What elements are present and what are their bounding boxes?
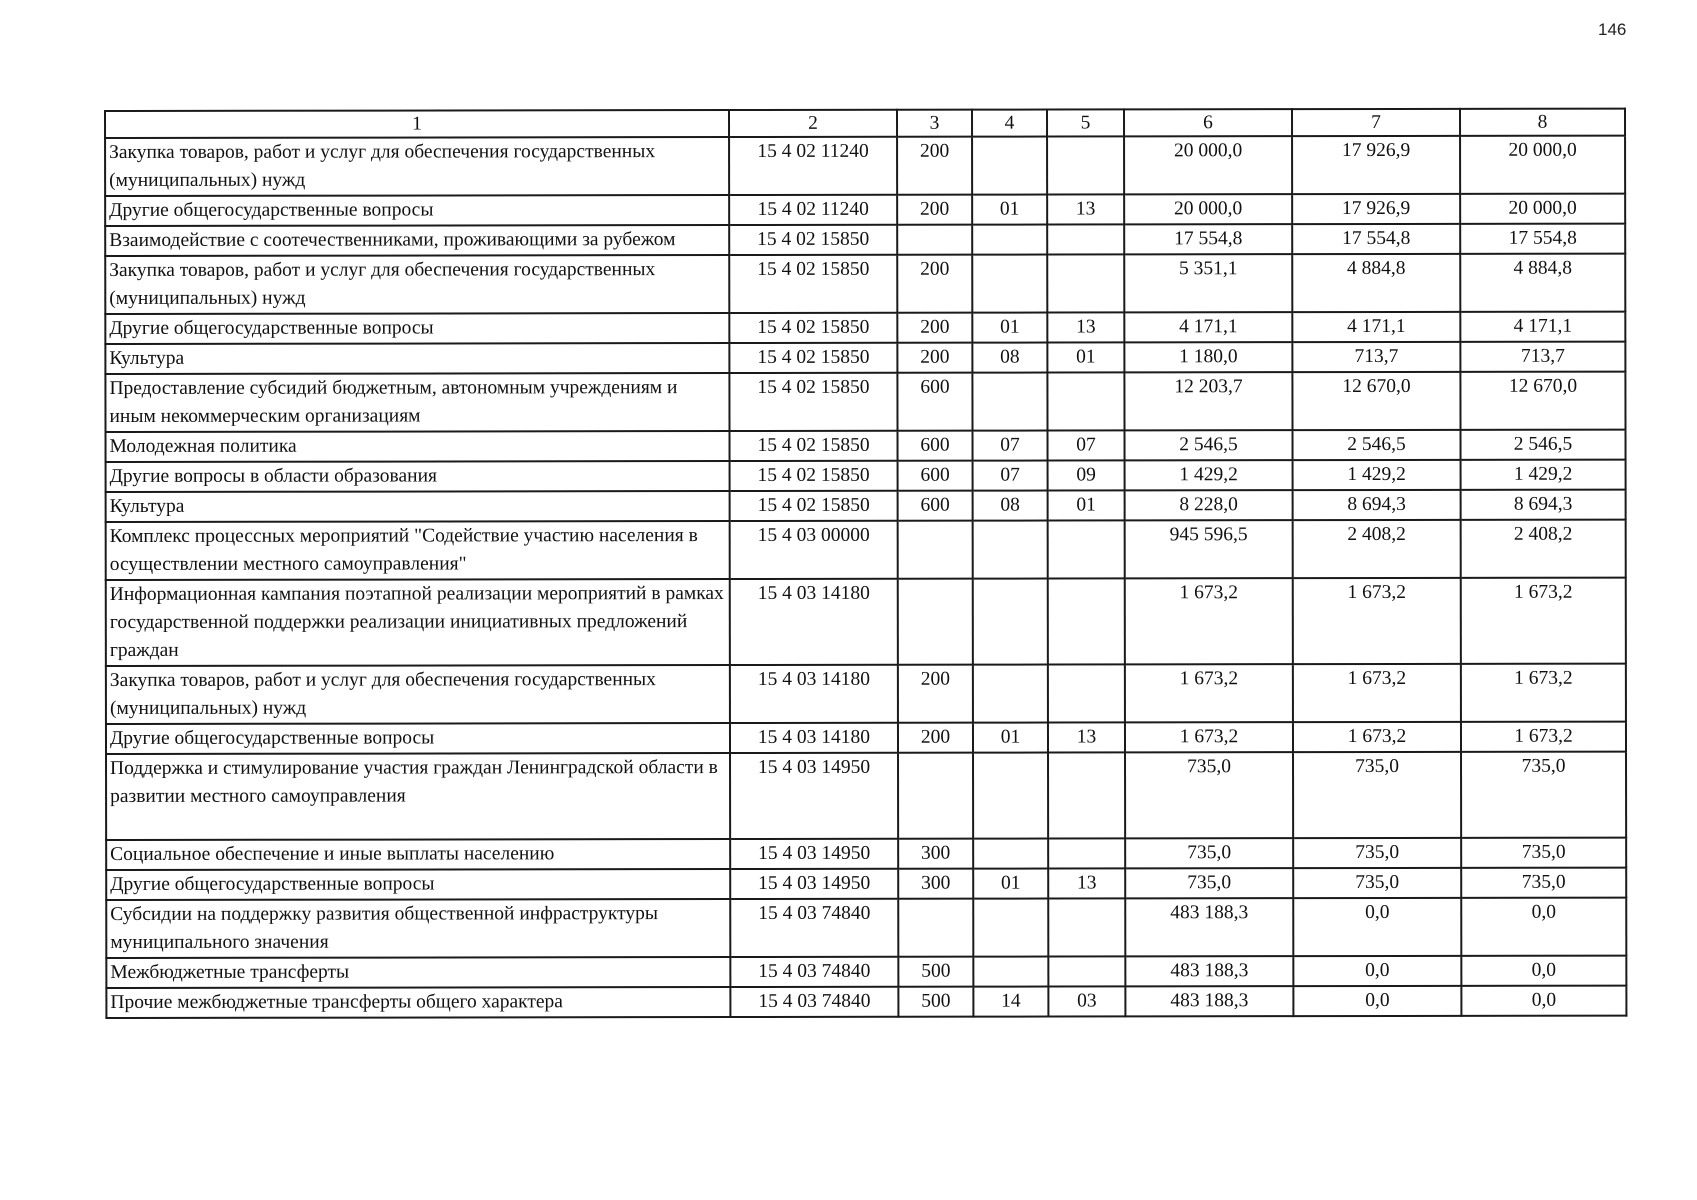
row-value-cell: 2 546,5: [1293, 430, 1461, 460]
row-subsection-cell: [1048, 956, 1125, 986]
row-name-cell: Культура: [106, 491, 730, 522]
table-header-row: [105, 109, 1625, 138]
row-code-cell: 15 4 02 15850: [729, 255, 897, 313]
row-name-cell: Другие общегосударственные вопросы: [106, 723, 730, 754]
row-subsection-cell: 09: [1048, 460, 1125, 490]
row-section-cell: [973, 521, 1048, 579]
row-subsection-cell: [1048, 898, 1125, 956]
row-name-cell: Молодежная политика: [106, 431, 730, 462]
budget-table: [104, 108, 1627, 1019]
row-value-cell: 735,0: [1125, 838, 1293, 868]
row-name-cell: Закупка товаров, работ и услуг для обеспечения государственных (муниципальных) нужд: [106, 665, 730, 724]
table-row: [106, 956, 1626, 988]
row-code-cell: 15 4 03 14950: [730, 869, 898, 899]
row-code-cell: 15 4 02 15850: [730, 431, 898, 461]
table-row: [106, 986, 1626, 1018]
row-expense-type-cell: 300: [898, 839, 973, 869]
row-value-cell: 483 188,3: [1125, 986, 1293, 1016]
row-value-cell: 735,0: [1461, 838, 1626, 868]
row-subsection-cell: 13: [1048, 868, 1125, 898]
row-value-cell: 1 673,2: [1125, 722, 1293, 752]
row-value-cell: 483 188,3: [1125, 956, 1293, 986]
row-code-cell: 15 4 03 00000: [730, 521, 898, 579]
row-subsection-cell: [1048, 838, 1125, 868]
row-section-cell: [972, 255, 1047, 313]
row-name-cell: Комплекс процессных мероприятий "Содействие участию населения в осуществлении местного самоуправления": [106, 521, 730, 580]
row-value-cell: 17 926,9: [1292, 136, 1460, 194]
row-value-cell: 1 429,2: [1293, 460, 1461, 490]
row-value-cell: 5 351,1: [1124, 254, 1292, 312]
table-row: [105, 342, 1625, 374]
row-name-cell: Поддержка и стимулирование участия граждан Ленинградской области в развитии местного самоуправления: [106, 753, 730, 840]
row-subsection-cell: 13: [1047, 312, 1124, 342]
row-section-cell: 14: [973, 987, 1048, 1017]
row-name-cell: Межбюджетные трансферты: [106, 957, 730, 988]
row-value-cell: 735,0: [1293, 838, 1461, 868]
row-code-cell: 15 4 02 15850: [729, 373, 897, 431]
row-value-cell: 2 546,5: [1461, 430, 1626, 460]
row-subsection-cell: 01: [1048, 490, 1125, 520]
column-header: 3: [897, 110, 972, 137]
table-row: [105, 194, 1625, 226]
row-section-cell: [972, 373, 1047, 431]
row-expense-type-cell: [898, 753, 973, 839]
row-name-cell: Предоставление субсидий бюджетным, автономным учреждениям и иным некоммерческим организациям: [105, 373, 729, 432]
page-number: 146: [1598, 20, 1627, 39]
table-row: [106, 578, 1626, 666]
row-code-cell: 15 4 03 14950: [730, 839, 898, 869]
row-section-cell: [972, 225, 1047, 255]
row-section-cell: 08: [973, 491, 1048, 521]
row-value-cell: 1 673,2: [1293, 578, 1461, 664]
row-value-cell: 8 694,3: [1293, 490, 1461, 520]
row-code-cell: 15 4 03 14180: [730, 579, 898, 665]
row-section-cell: 01: [972, 195, 1047, 225]
row-code-cell: 15 4 02 15850: [729, 313, 897, 343]
row-value-cell: 12 670,0: [1460, 372, 1625, 430]
column-header: 4: [972, 110, 1047, 137]
row-code-cell: 15 4 03 74840: [730, 957, 898, 987]
row-expense-type-cell: 200: [897, 195, 972, 225]
row-subsection-cell: [1048, 752, 1125, 838]
column-header: 6: [1124, 109, 1292, 136]
row-name-cell: Другие общегосударственные вопросы: [105, 313, 729, 344]
table-row: [106, 490, 1626, 522]
row-code-cell: 15 4 03 14180: [730, 665, 898, 723]
row-section-cell: 07: [973, 431, 1048, 461]
row-section-cell: [973, 957, 1048, 987]
row-value-cell: 17 554,8: [1460, 224, 1625, 254]
row-name-cell: Социальное обеспечение и иные выплаты населению: [106, 839, 730, 870]
row-expense-type-cell: 600: [898, 491, 973, 521]
row-name-cell: Другие общегосударственные вопросы: [105, 195, 729, 226]
row-value-cell: 483 188,3: [1125, 898, 1293, 956]
row-value-cell: 1 429,2: [1461, 460, 1626, 490]
row-value-cell: 4 171,1: [1124, 312, 1292, 342]
row-value-cell: 1 180,0: [1124, 342, 1292, 372]
column-header: 8: [1460, 109, 1625, 136]
row-subsection-cell: 07: [1048, 430, 1125, 460]
row-section-cell: 01: [973, 723, 1048, 753]
table-row: [106, 898, 1626, 958]
row-section-cell: [973, 899, 1048, 957]
row-value-cell: 17 554,8: [1292, 224, 1460, 254]
row-expense-type-cell: 200: [897, 343, 972, 373]
row-section-cell: [973, 839, 1048, 869]
table-row: [106, 520, 1626, 580]
row-name-cell: Закупка товаров, работ и услуг для обеспечения государственных (муниципальных) нужд: [105, 137, 729, 196]
row-value-cell: 17 926,9: [1292, 194, 1460, 224]
row-value-cell: 12 670,0: [1292, 372, 1460, 430]
row-subsection-cell: [1047, 224, 1124, 254]
row-value-cell: 12 203,7: [1124, 372, 1292, 430]
row-value-cell: 945 596,5: [1125, 520, 1293, 578]
row-value-cell: 0,0: [1461, 986, 1626, 1016]
row-value-cell: 4 884,8: [1460, 254, 1625, 312]
row-value-cell: 735,0: [1461, 868, 1626, 898]
row-value-cell: 4 171,1: [1460, 312, 1625, 342]
table-row: [106, 664, 1626, 724]
row-expense-type-cell: 200: [898, 723, 973, 753]
row-subsection-cell: [1048, 520, 1125, 578]
row-value-cell: 1 673,2: [1461, 722, 1626, 752]
row-code-cell: 15 4 03 14180: [730, 723, 898, 753]
table-body: [105, 136, 1626, 1018]
table-row: [106, 868, 1626, 900]
table-row: [105, 254, 1625, 314]
row-name-cell: Взаимодействие с соотечественниками, проживающими за рубежом: [105, 225, 729, 256]
row-section-cell: [973, 579, 1048, 665]
row-expense-type-cell: 200: [898, 665, 973, 723]
row-expense-type-cell: 500: [898, 987, 973, 1017]
row-subsection-cell: 13: [1047, 194, 1124, 224]
row-value-cell: 17 554,8: [1124, 224, 1292, 254]
row-section-cell: 07: [973, 461, 1048, 491]
row-value-cell: 0,0: [1461, 898, 1626, 956]
row-value-cell: 735,0: [1125, 752, 1293, 838]
row-value-cell: 20 000,0: [1124, 194, 1292, 224]
row-subsection-cell: 13: [1048, 722, 1125, 752]
table-row: [105, 372, 1625, 432]
row-subsection-cell: 01: [1047, 342, 1124, 372]
row-value-cell: 1 429,2: [1125, 460, 1293, 490]
row-code-cell: 15 4 02 11240: [729, 137, 897, 195]
row-value-cell: 20 000,0: [1460, 194, 1625, 224]
table-row: [106, 722, 1626, 754]
column-header: 5: [1047, 109, 1124, 136]
row-expense-type-cell: 500: [898, 957, 973, 987]
table-row: [106, 838, 1626, 870]
row-value-cell: 0,0: [1293, 898, 1461, 956]
row-section-cell: [972, 137, 1047, 195]
row-value-cell: 735,0: [1293, 752, 1461, 838]
row-name-cell: Прочие межбюджетные трансферты общего характера: [106, 987, 730, 1018]
row-value-cell: 0,0: [1461, 956, 1626, 986]
column-header: 2: [729, 110, 897, 137]
row-value-cell: 8 694,3: [1461, 490, 1626, 520]
row-subsection-cell: [1047, 254, 1124, 312]
row-expense-type-cell: 200: [897, 137, 972, 195]
row-value-cell: 4 884,8: [1292, 254, 1460, 312]
row-expense-type-cell: 300: [898, 869, 973, 899]
row-section-cell: 01: [973, 869, 1048, 899]
column-header: 1: [105, 110, 729, 138]
row-name-cell: Другие общегосударственные вопросы: [106, 869, 730, 900]
row-expense-type-cell: [897, 225, 972, 255]
row-value-cell: 20 000,0: [1460, 136, 1625, 194]
row-code-cell: 15 4 02 15850: [730, 461, 898, 491]
row-subsection-cell: [1048, 578, 1125, 664]
row-value-cell: 1 673,2: [1125, 578, 1293, 664]
column-header: 7: [1292, 109, 1460, 136]
row-code-cell: 15 4 02 15850: [730, 491, 898, 521]
row-name-cell: Другие вопросы в области образования: [106, 461, 730, 492]
row-section-cell: 08: [972, 343, 1047, 373]
row-value-cell: 20 000,0: [1124, 136, 1292, 194]
row-subsection-cell: [1047, 136, 1124, 194]
row-value-cell: 2 408,2: [1293, 520, 1461, 578]
row-expense-type-cell: 600: [898, 431, 973, 461]
row-subsection-cell: [1048, 664, 1125, 722]
row-value-cell: 713,7: [1460, 342, 1625, 372]
row-name-cell: Субсидии на поддержку развития общественной инфраструктуры муниципального значения: [106, 899, 730, 958]
row-value-cell: 1 673,2: [1293, 664, 1461, 722]
row-section-cell: 01: [972, 313, 1047, 343]
table-row: [105, 224, 1625, 256]
row-value-cell: 2 408,2: [1461, 520, 1626, 578]
row-code-cell: 15 4 03 74840: [730, 987, 898, 1017]
row-value-cell: 735,0: [1293, 868, 1461, 898]
row-value-cell: 1 673,2: [1125, 664, 1293, 722]
row-value-cell: 8 228,0: [1125, 490, 1293, 520]
row-code-cell: 15 4 02 11240: [729, 195, 897, 225]
row-section-cell: [973, 665, 1048, 723]
row-expense-type-cell: [898, 521, 973, 579]
row-subsection-cell: [1047, 372, 1124, 430]
table-row: [105, 136, 1625, 196]
row-value-cell: 4 171,1: [1292, 312, 1460, 342]
row-code-cell: 15 4 03 14950: [730, 753, 898, 839]
row-value-cell: 2 546,5: [1125, 430, 1293, 460]
row-code-cell: 15 4 02 15850: [729, 225, 897, 255]
row-value-cell: 735,0: [1461, 752, 1626, 838]
row-value-cell: 0,0: [1293, 986, 1461, 1016]
row-expense-type-cell: 200: [897, 255, 972, 313]
row-code-cell: 15 4 03 74840: [730, 899, 898, 957]
row-name-cell: Культура: [105, 343, 729, 374]
row-value-cell: 735,0: [1125, 868, 1293, 898]
row-value-cell: 1 673,2: [1461, 578, 1626, 664]
row-name-cell: Закупка товаров, работ и услуг для обеспечения государственных (муниципальных) нужд: [105, 255, 729, 314]
row-section-cell: [973, 753, 1048, 839]
row-value-cell: 0,0: [1293, 956, 1461, 986]
table-row: [106, 752, 1626, 840]
table-row: [106, 460, 1626, 492]
row-code-cell: 15 4 02 15850: [729, 343, 897, 373]
row-expense-type-cell: 200: [897, 313, 972, 343]
table-row: [106, 430, 1626, 462]
row-value-cell: 1 673,2: [1461, 664, 1626, 722]
row-value-cell: 713,7: [1292, 342, 1460, 372]
table-row: [105, 312, 1625, 344]
row-name-cell: Информационная кампания поэтапной реализации мероприятий в рамках государственной поддержки реализации инициативных предложений граждан: [106, 579, 730, 666]
row-expense-type-cell: 600: [898, 461, 973, 491]
row-value-cell: 1 673,2: [1293, 722, 1461, 752]
row-expense-type-cell: 600: [897, 373, 972, 431]
row-subsection-cell: 03: [1048, 986, 1125, 1016]
row-expense-type-cell: [898, 579, 973, 665]
row-expense-type-cell: [898, 899, 973, 957]
